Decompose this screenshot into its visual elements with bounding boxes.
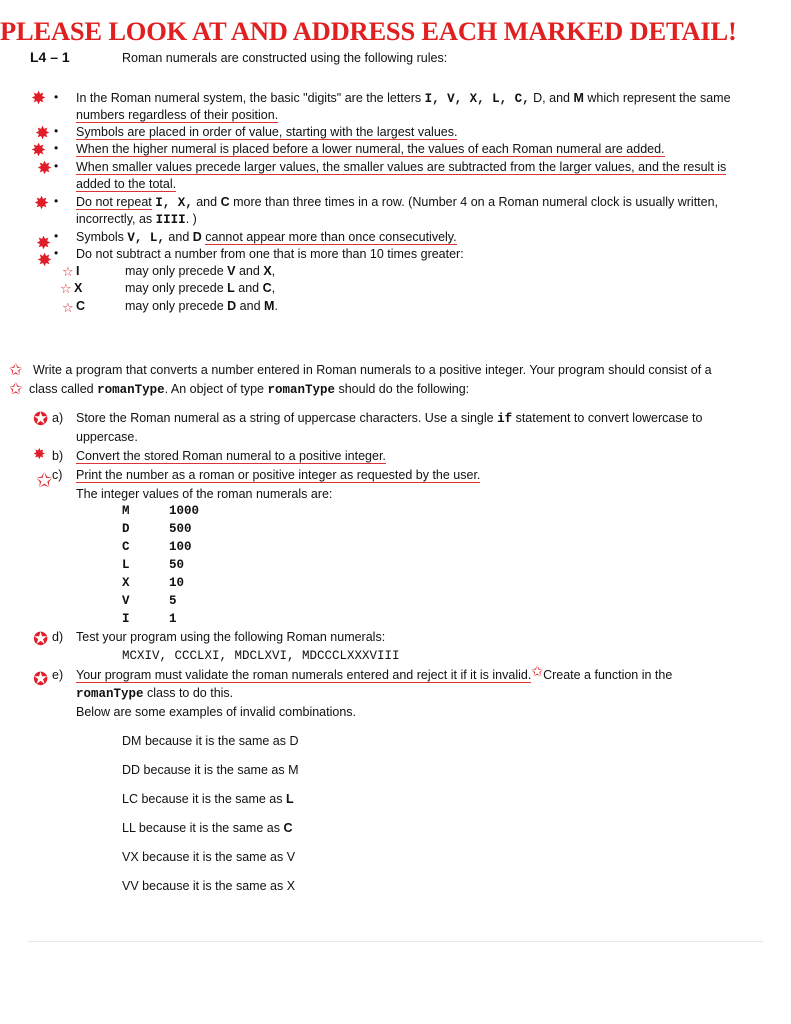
rule-3 <box>76 141 665 158</box>
outline-star-icon: ☆ <box>62 300 74 315</box>
outline-star-icon: ☆ <box>62 264 74 279</box>
task-text: class to do this. <box>147 686 234 700</box>
task-item-c <box>76 467 480 484</box>
task-text: Write a program that converts a number entered in Roman numerals to a positive integer. Your program should consist of a <box>33 363 712 377</box>
outline-star-icon: ☆ <box>60 281 72 296</box>
invalid-equivalent: M <box>288 763 299 777</box>
invalid-equivalent: X <box>286 879 296 893</box>
filled-star-icon: ✸ <box>36 233 52 253</box>
rule-1 <box>76 90 731 108</box>
task-text: class called <box>29 382 94 396</box>
rule-letters: V, L, <box>127 231 165 245</box>
task-item-e-cont <box>76 685 233 703</box>
rule-text: In the Roman numeral system, the basic "digits" are the letters <box>76 91 422 105</box>
outline-star-icon: ✩ <box>36 470 53 492</box>
invalid-combo: LL <box>122 821 136 835</box>
item-marker: e) <box>52 668 64 682</box>
rule-text: and <box>168 230 190 244</box>
invalid-desc: because it is the same as <box>144 734 286 748</box>
bullet-icon: • <box>54 124 59 138</box>
task-item-d: Test your program using the following Roman numerals: <box>76 630 386 644</box>
filled-star-icon: ✸ <box>35 123 51 143</box>
rule-text: Do not repeat <box>76 195 152 209</box>
sub-rule-desc: and <box>238 281 260 295</box>
task-text: . An object of type <box>164 382 264 396</box>
task-line-2 <box>29 381 469 399</box>
rule-text: Symbols are placed in order of value, starting with the largest values. <box>76 125 458 139</box>
numeral-value: 50 <box>169 558 185 572</box>
invalid-example <box>122 820 292 837</box>
invalid-desc: because it is the same as <box>138 879 284 893</box>
task-text: uppercase. <box>76 430 138 444</box>
numeral-symbol: C <box>122 540 130 554</box>
sub-rule-desc: may only precede <box>125 264 224 278</box>
rule-text: numbers regardless of their position. <box>76 108 279 122</box>
sub-rule-desc: and <box>239 299 261 313</box>
rule-text: When smaller values precede larger values, the smaller values are subtracted from the larger values, and the result is <box>76 160 727 174</box>
numeral-row <box>122 575 184 592</box>
outline-star-icon: ✩ <box>9 362 23 379</box>
rule-text: more than three times in a row. (Number 4 on a Roman numeral clock is usually written, <box>233 195 719 209</box>
sub-rule-desc: may only precede <box>125 299 224 313</box>
item-marker: c) <box>52 468 63 482</box>
task-line-1 <box>33 362 712 379</box>
numeral-symbol: M <box>122 504 130 518</box>
numeral-symbol: V <box>122 594 130 608</box>
code-keyword: if <box>497 412 513 426</box>
rule-1-cont <box>76 107 278 124</box>
sub-rule-symbol: X <box>74 281 83 295</box>
numeral-value: 500 <box>169 522 192 536</box>
rule-letter: M <box>573 91 584 105</box>
page-banner: PLEASE LOOK AT AND ADDRESS EACH MARKED DETAIL! <box>0 16 737 46</box>
rule-4-cont <box>76 176 176 193</box>
intro-text: Roman numerals are constructed using the following rules: <box>122 51 448 65</box>
rule-text: Do not subtract a number from one that is more than 10 times greater: <box>76 247 464 261</box>
sub-rule-symbol: C <box>76 299 86 313</box>
sub-rule-letter: L <box>227 281 235 295</box>
rule-5 <box>76 194 718 212</box>
numeral-row <box>122 539 192 556</box>
class-name: romanType <box>267 383 335 397</box>
page-divider <box>28 941 763 942</box>
task-text: Print the number as a roman or positive integer as requested by the user. <box>76 468 481 482</box>
numeral-value: 1 <box>169 612 177 626</box>
filled-star-icon: ✸ <box>37 158 53 178</box>
filled-star-icon: ✸ <box>37 250 53 270</box>
rule-text: . ) <box>185 212 197 226</box>
test-numerals: MCXIV, CCCLXI, MDCLXVI, MDCCCLXXXVIII <box>122 649 400 663</box>
item-marker: b) <box>52 449 64 463</box>
rule-text: and <box>196 195 218 209</box>
invalid-intro: Below are some examples of invalid combinations. <box>76 705 356 719</box>
sub-rule-letter: M <box>264 299 275 313</box>
numeral-symbol: L <box>122 558 130 572</box>
invalid-combo: DD <box>122 763 141 777</box>
rule-2 <box>76 124 457 141</box>
invalid-example <box>122 733 299 750</box>
filled-star-icon: ✪ <box>33 409 49 429</box>
rule-text: Symbols <box>76 230 124 244</box>
task-text: Convert the stored Roman numeral to a positive integer. <box>76 449 386 463</box>
class-name: romanType <box>97 383 165 397</box>
invalid-desc: because it is the same as <box>137 792 286 806</box>
sub-rule-text <box>125 280 275 297</box>
sub-rule-desc: may only precede <box>125 281 224 295</box>
numeral-value: 10 <box>169 576 185 590</box>
outline-star-icon: ✩ <box>9 381 23 398</box>
sub-rule-desc: , <box>271 264 276 278</box>
bullet-icon: • <box>54 229 59 243</box>
sub-rule-desc: . <box>274 299 278 313</box>
numeral-row <box>122 503 199 520</box>
filled-star-icon: ✸ <box>33 446 46 463</box>
task-item-e <box>76 663 673 684</box>
filled-star-icon: ✪ <box>33 629 49 649</box>
invalid-example <box>122 762 299 779</box>
numeral-value: 1000 <box>169 504 200 518</box>
values-intro: The integer values of the roman numerals are: <box>76 487 333 501</box>
lesson-label: L4 – 1 <box>30 49 70 65</box>
rule-letters: I, X, <box>155 196 193 210</box>
sub-rule-desc: and <box>238 264 260 278</box>
bullet-icon: • <box>54 194 59 208</box>
rule-text: D, and <box>533 91 570 105</box>
numeral-symbol: I <box>122 612 130 626</box>
sub-rule-symbol: I <box>76 264 80 278</box>
bullet-icon: • <box>54 159 59 173</box>
invalid-example <box>122 878 295 895</box>
bullet-icon: • <box>54 141 59 155</box>
numeral-row <box>122 611 177 628</box>
rule-text: incorrectly, as <box>76 212 153 226</box>
sub-rule-text <box>125 263 275 280</box>
numeral-value: 100 <box>169 540 192 554</box>
rule-letter: D <box>192 230 202 244</box>
rule-text: cannot appear more than once consecutively. <box>205 230 457 244</box>
invalid-combo: VX <box>122 850 139 864</box>
task-item-b <box>76 448 386 465</box>
sub-rule-letter: X <box>263 264 272 278</box>
sub-rule-letter: V <box>227 264 236 278</box>
invalid-desc: because it is the same as <box>143 763 285 777</box>
numeral-row <box>122 521 192 538</box>
task-item-a <box>76 410 702 428</box>
filled-star-icon: ✸ <box>31 140 47 160</box>
rule-letter: C <box>220 195 230 209</box>
bullet-icon: • <box>54 246 59 260</box>
invalid-equivalent: V <box>286 850 296 864</box>
item-marker: d) <box>52 630 64 644</box>
bullet-icon: • <box>54 90 59 104</box>
sub-rule-letter: D <box>227 299 237 313</box>
item-marker: a) <box>52 411 64 425</box>
rule-text: When the higher numeral is placed before a lower numeral, the values of each Roman numeral are added. <box>76 142 665 156</box>
rule-letters: I, V, X, L, C, <box>424 92 530 106</box>
invalid-combo: VV <box>122 879 139 893</box>
numeral-row <box>122 557 184 574</box>
sub-rule-desc: , <box>271 281 276 295</box>
filled-star-icon: ✸ <box>31 88 47 108</box>
invalid-desc: because it is the same as <box>135 821 284 835</box>
invalid-example <box>122 849 295 866</box>
sub-rule-letter: C <box>262 281 272 295</box>
numeral-symbol: X <box>122 576 130 590</box>
sub-rule-text <box>125 298 278 315</box>
task-text: Your program must validate the roman numerals entered and reject it if it is invalid. <box>76 668 532 682</box>
invalid-example <box>122 791 294 808</box>
task-text: should do the following: <box>338 382 470 396</box>
filled-star-icon: ✸ <box>34 193 50 213</box>
invalid-combo: LC <box>122 792 138 806</box>
rule-5-cont <box>76 211 197 229</box>
numeral-symbol: D <box>122 522 130 536</box>
rule-6 <box>76 229 457 247</box>
invalid-equivalent: L <box>285 792 294 806</box>
rule-letters: IIII <box>155 213 186 227</box>
outline-star-icon: ✩ <box>531 663 544 679</box>
task-text: Create a function in the <box>543 668 673 682</box>
numeral-row <box>122 593 177 610</box>
rule-text: added to the total. <box>76 177 177 191</box>
invalid-combo: DM <box>122 734 142 748</box>
class-name: romanType <box>76 687 144 701</box>
invalid-equivalent: D <box>289 734 299 748</box>
numeral-value: 5 <box>169 594 177 608</box>
invalid-equivalent: C <box>283 821 293 835</box>
rule-4 <box>76 159 726 176</box>
task-text: statement to convert lowercase to <box>515 411 703 425</box>
filled-star-icon: ✪ <box>33 669 49 689</box>
task-text: Store the Roman numeral as a string of uppercase characters. Use a single <box>76 411 494 425</box>
task-item-a-cont <box>76 429 138 446</box>
invalid-desc: because it is the same as <box>138 850 284 864</box>
rule-7 <box>76 246 464 263</box>
rule-text: which represent the same <box>587 91 731 105</box>
